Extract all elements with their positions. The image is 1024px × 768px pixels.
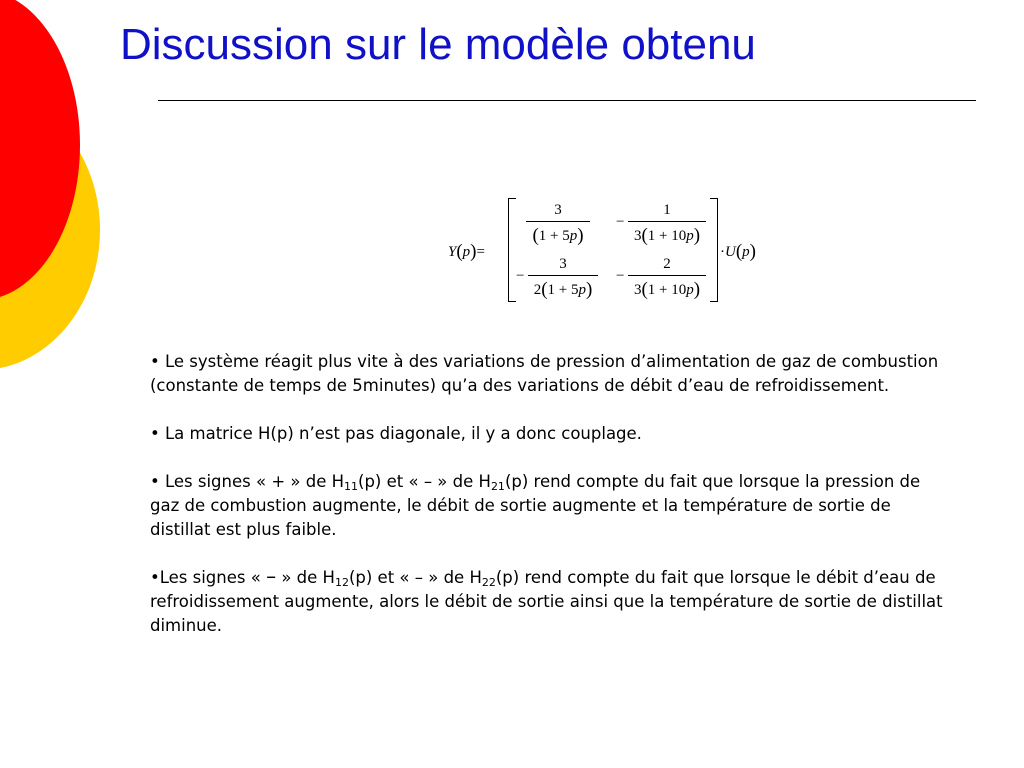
bullet-item: • La matrice H(p) n’est pas diagonale, il y a donc couplage. [150, 424, 642, 443]
matrix-cell-h11: $\frac{3}{(1 + 5p)}$ [526, 202, 590, 246]
minus-sign-h22: − [616, 268, 625, 284]
bullet-item: • Le système réagit plus vite à des variations de pression d’alimentation de gaz de combustion (constante de temps de 5minutes) qu’a des variations de débit d’eau de refroidissement. [150, 352, 939, 395]
output-symbol: Y [448, 244, 457, 260]
bullet-item: •Les signes « – » de $H_{12}(p)$ et « – » de $H_{22}(p)$ rend compte du fait que lorsque le débit d’eau de refroidissement augmente, alors le débit de sortie ainsi que la température de sortie de distillat diminue. [150, 564, 943, 635]
bullet-list [150, 350, 950, 638]
input-symbol: U [725, 244, 736, 260]
matrix-cell-h21: $\frac{3}{2(1 + 5p)}$ [528, 256, 598, 300]
matrix-right-bracket [710, 198, 718, 302]
bullet-item: • Les signes « + » de $H_{11}(p)$ et « – » de $H_{21}(p)$ rend compte du fait que lorsque la pression de gaz de combustion augmente, le débit de sortie augmente et la température de sortie de distillat est plus faible. [150, 472, 921, 539]
minus-sign-h21: − [516, 268, 525, 284]
minus-sign-h12: − [616, 214, 625, 230]
transfer-matrix-equation [440, 196, 780, 306]
matrix-left-bracket [508, 198, 516, 302]
equation-rhs: ·U(p) [720, 241, 756, 262]
title-divider [158, 100, 976, 101]
slide-title: Discussion sur le modèle obtenu [120, 20, 756, 69]
matrix-cell-h22: $\frac{2}{3(1 + 10p)}$ [628, 256, 706, 300]
equation-lhs: Y(p)= [448, 241, 485, 262]
matrix-cell-h12: $\frac{1}{3(1 + 10p)}$ [628, 202, 706, 246]
